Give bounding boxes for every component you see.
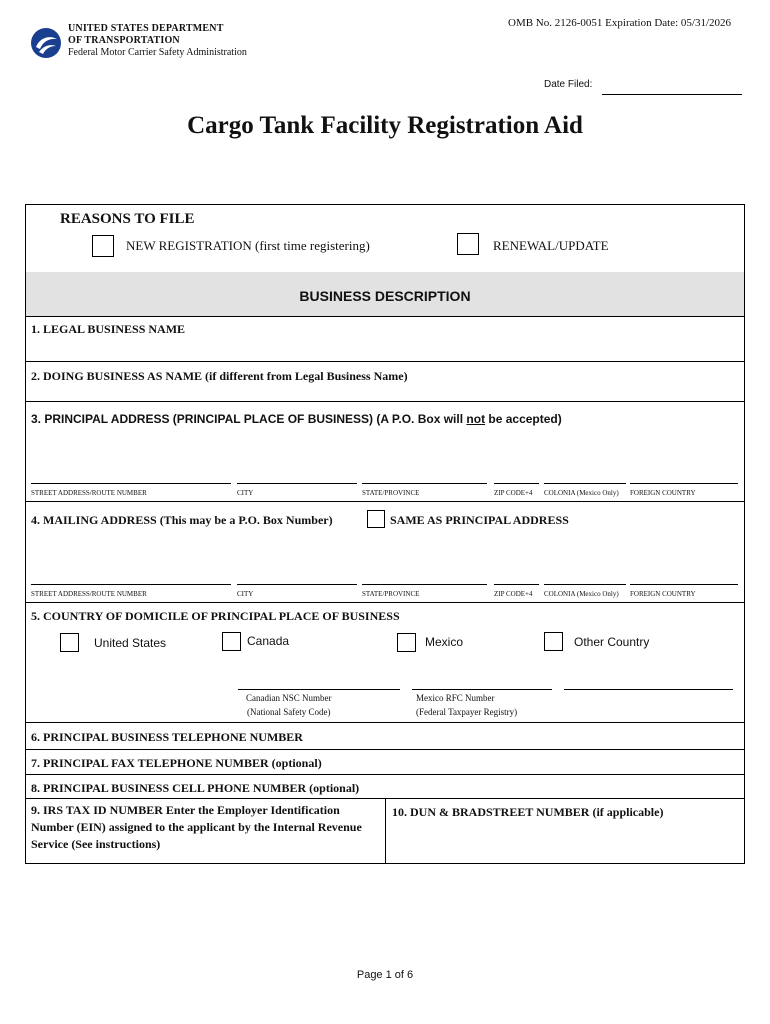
city-field[interactable] [237,483,357,484]
agency-name: Federal Motor Carrier Safety Administration [68,47,247,58]
date-filed-label: Date Filed: [544,79,593,90]
caption-state: STATE/PROVINCE [362,489,420,497]
caption-zip: ZIP CODE+4 [494,590,533,598]
state-field[interactable] [362,483,487,484]
irs-tax-id-label-line2: Number (EIN) assigned to the applicant by the Internal Revenue [31,820,362,834]
foreign-country-field[interactable] [630,483,738,484]
dun-bradstreet-label: 10. DUN & BRADSTREET NUMBER (if applicable) [392,805,664,819]
registration-form [25,204,745,864]
canadian-nsc-caption: Canadian NSC Number [246,693,332,703]
mailing-colonia-field[interactable] [544,584,626,585]
business-telephone-label: 6. PRINCIPAL BUSINESS TELEPHONE NUMBER [31,730,303,744]
legal-business-name-label: 1. LEGAL BUSINESS NAME [31,322,186,336]
new-registration-checkbox[interactable] [92,235,114,257]
page-number: Page 1 of 6 [356,969,414,981]
irs-tax-id-label-line3: Service (See instructions) [31,837,161,851]
canadian-nsc-field[interactable] [238,689,400,690]
same-as-principal-label: SAME AS PRINCIPAL ADDRESS [390,513,569,527]
us-checkbox[interactable] [60,633,79,652]
mailing-street-field[interactable] [31,584,231,585]
caption-state: STATE/PROVINCE [362,590,420,598]
other-country-label: Other Country [574,635,650,649]
caption-city: CITY [237,489,254,497]
colonia-field[interactable] [544,483,626,484]
mailing-foreign-field[interactable] [630,584,738,585]
same-as-principal-checkbox[interactable] [367,510,385,528]
caption-colonia: COLONIA (Mexico Only) [544,489,619,497]
business-description-band [26,272,744,316]
country-of-domicile-label: 5. COUNTRY OF DOMICILE OF PRINCIPAL PLACE OF BUSINESS [31,609,400,623]
dba-name-label: 2. DOING BUSINESS AS NAME (if different from Legal Business Name) [31,369,408,383]
dept-name-line1: UNITED STATES DEPARTMENT [68,23,224,34]
date-filed-field[interactable] [602,94,742,95]
canadian-nsc-caption-2: (National Safety Code) [247,707,331,717]
caption-zip: ZIP CODE+4 [494,489,533,497]
reasons-heading: REASONS TO FILE [60,211,195,227]
canada-label: Canada [247,634,290,648]
caption-street: STREET ADDRESS/ROUTE NUMBER [31,489,147,497]
zip-field[interactable] [494,483,539,484]
caption-city: CITY [237,590,254,598]
caption-foreign: FOREIGN COUNTRY [630,489,696,497]
other-country-checkbox[interactable] [544,632,563,651]
renewal-checkbox[interactable] [457,233,479,255]
fax-telephone-label: 7. PRINCIPAL FAX TELEPHONE NUMBER (optional) [31,756,322,770]
caption-foreign: FOREIGN COUNTRY [630,590,696,598]
mexico-rfc-caption-2: (Federal Taxpayer Registry) [416,707,518,717]
principal-address-label: 3. PRINCIPAL ADDRESS (PRINCIPAL PLACE OF BUSINESS) (A P.O. Box will not be accepted) [31,412,562,426]
mexico-rfc-field[interactable] [412,689,552,690]
mailing-city-field[interactable] [237,584,357,585]
other-country-field[interactable] [564,689,733,690]
us-label: United States [94,636,167,650]
dot-logo [30,27,62,59]
mexico-label: Mexico [425,635,464,649]
column-divider [385,798,386,864]
caption-colonia: COLONIA (Mexico Only) [544,590,619,598]
street-field[interactable] [31,483,231,484]
mailing-state-field[interactable] [362,584,487,585]
omb-number: OMB No. 2126-0051 Expiration Date: 05/31/2026 [508,17,732,29]
page-title: Cargo Tank Facility Registration Aid [187,112,583,139]
mexico-checkbox[interactable] [397,633,416,652]
renewal-label: RENEWAL/UPDATE [493,238,609,253]
mexico-rfc-caption: Mexico RFC Number [416,693,495,703]
dept-name-line2: OF TRANSPORTATION [68,35,180,46]
new-registration-label: NEW REGISTRATION (first time registering) [126,238,370,253]
canada-checkbox[interactable] [222,632,241,651]
mailing-zip-field[interactable] [494,584,539,585]
mailing-address-label: 4. MAILING ADDRESS (This may be a P.O. Box Number) [31,513,333,527]
caption-street: STREET ADDRESS/ROUTE NUMBER [31,590,147,598]
section-title: BUSINESS DESCRIPTION [299,288,471,304]
irs-tax-id-label-line1: 9. IRS TAX ID NUMBER Enter the Employer Identification [31,803,340,817]
cell-phone-label: 8. PRINCIPAL BUSINESS CELL PHONE NUMBER (optional) [31,781,360,795]
